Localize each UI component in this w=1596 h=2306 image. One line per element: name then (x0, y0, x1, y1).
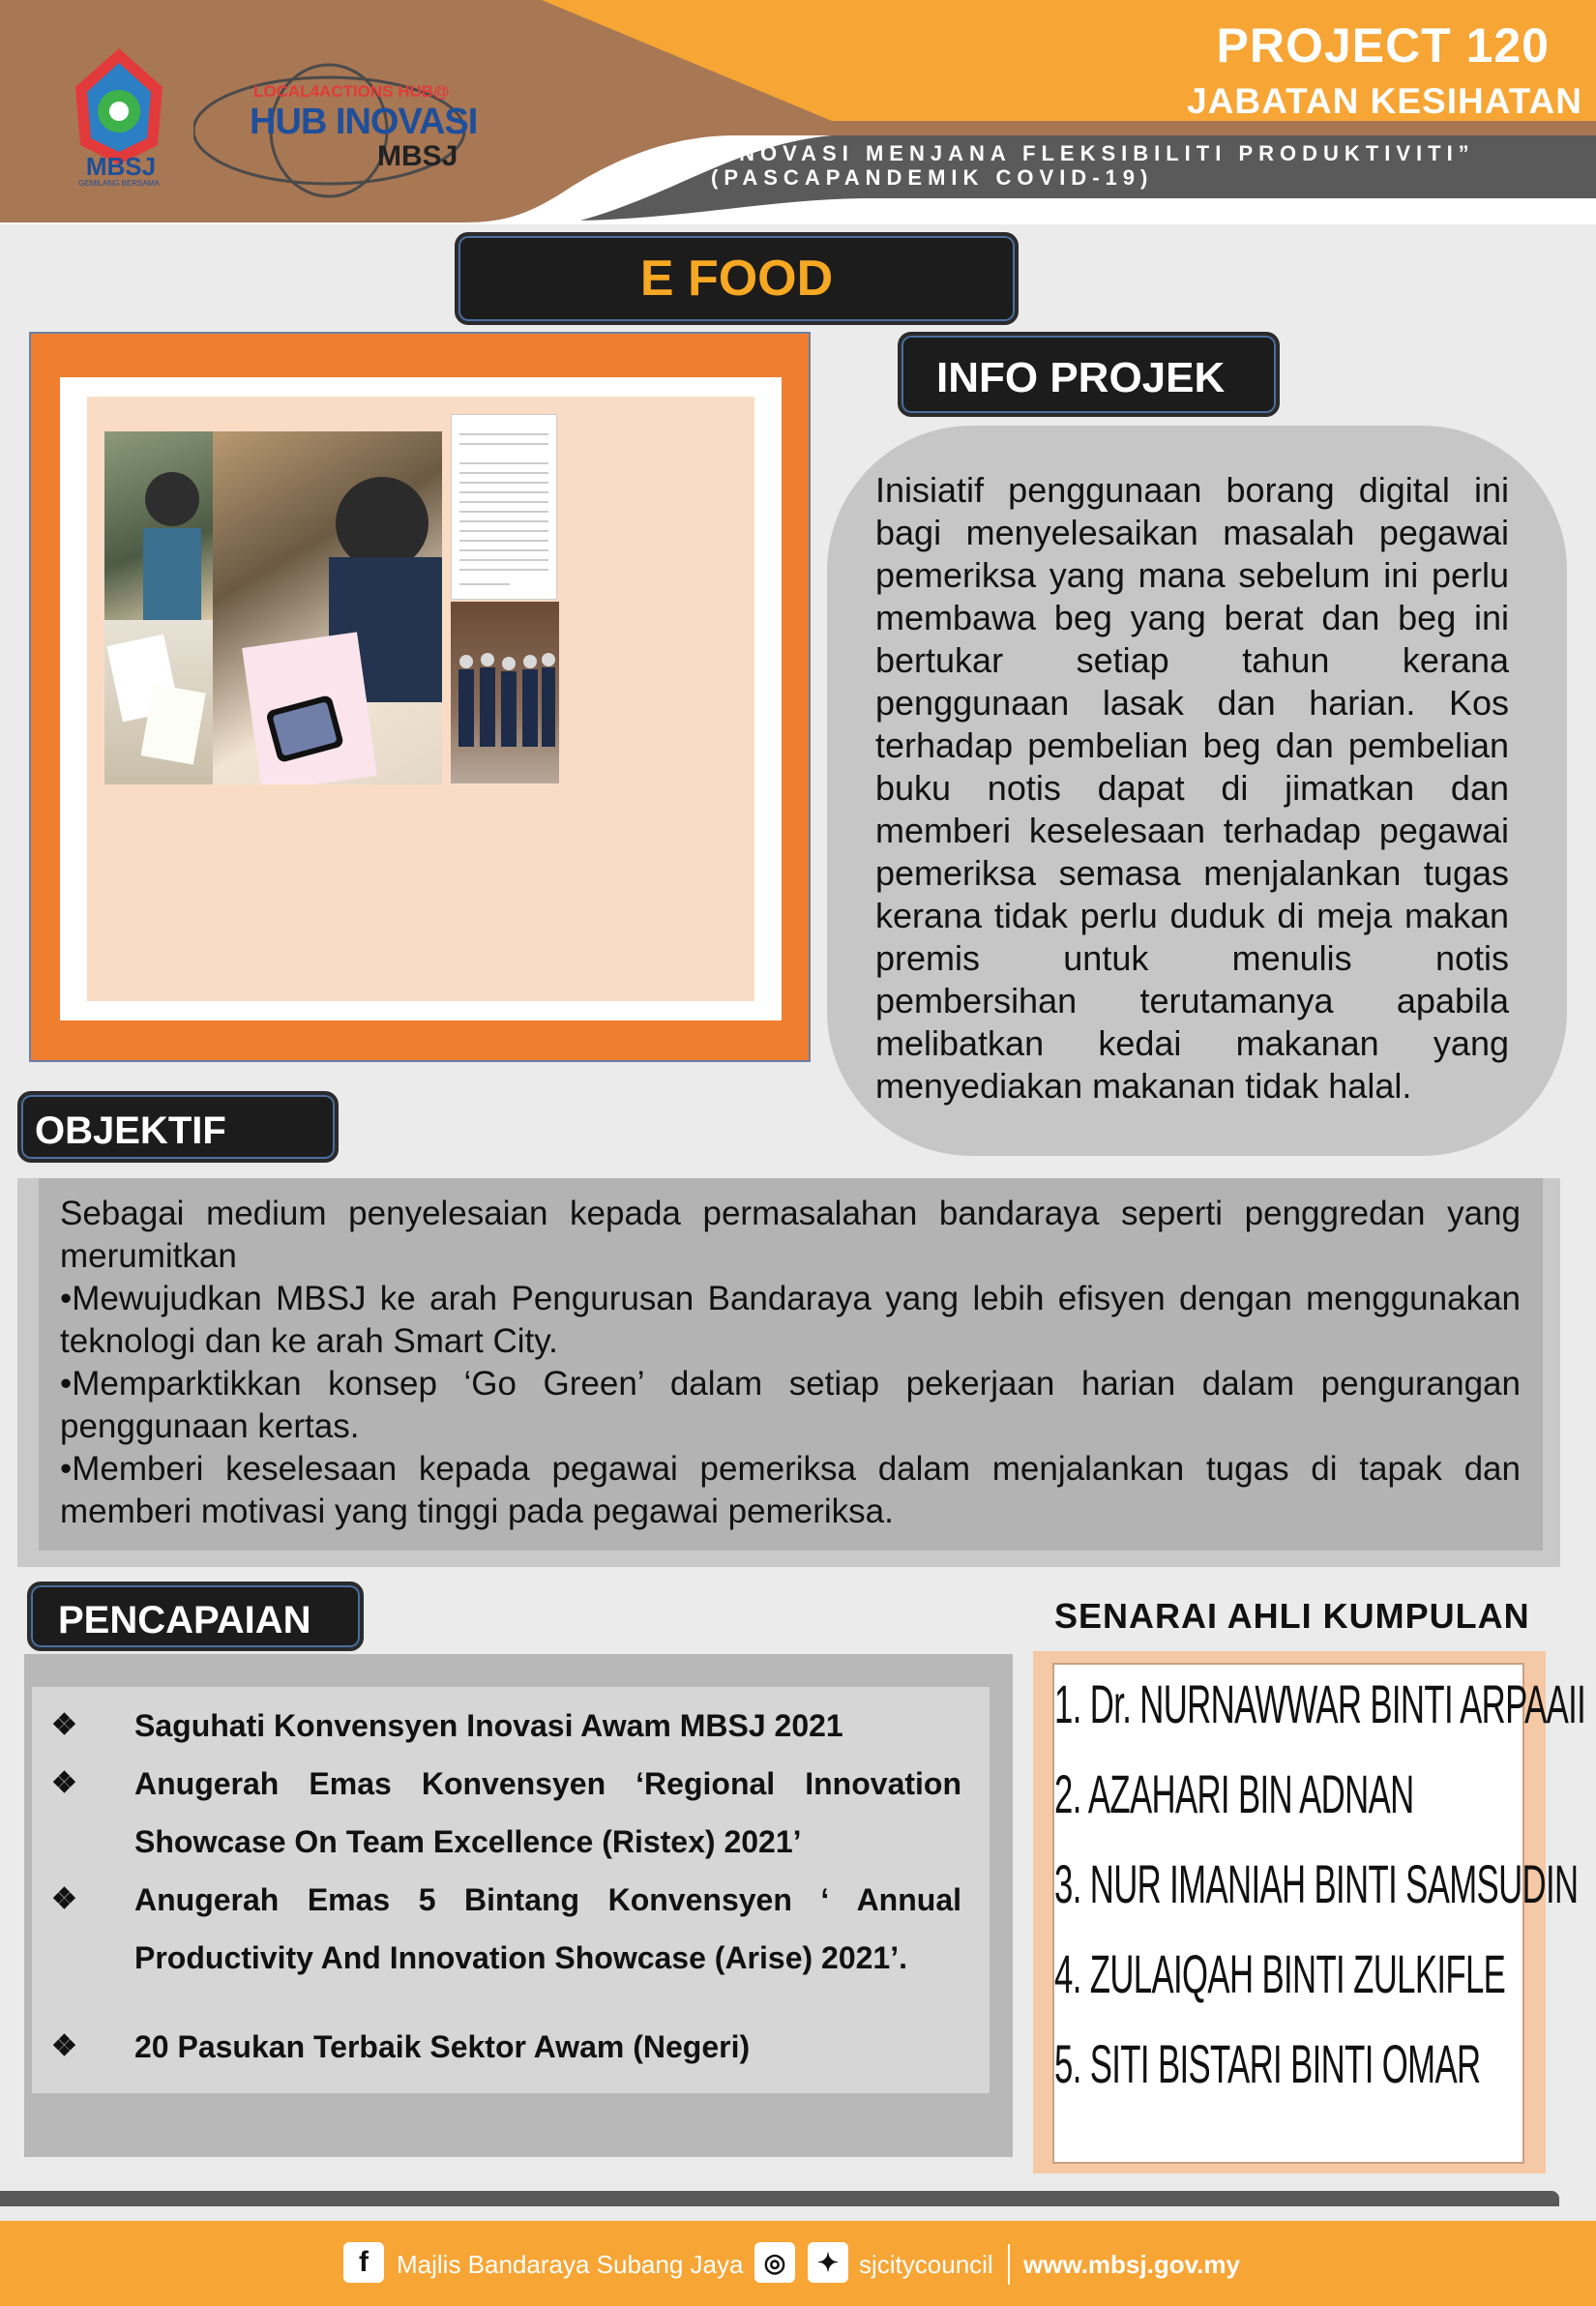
hub-main-text: HUB INOVASI (250, 102, 478, 142)
photo-inspector-shop (104, 431, 213, 620)
group-people-icon (451, 602, 559, 783)
facebook-icon[interactable]: f (343, 2242, 384, 2283)
hub-sub-text: MBSJ (377, 140, 458, 172)
hub-inovasi-logo (193, 63, 484, 198)
info-line: kerana tidak perlu duduk di meja makan (875, 896, 1509, 935)
photo-collage (87, 397, 754, 1001)
objektif-inner (39, 1178, 1543, 1551)
facebook-page[interactable]: Majlis Bandaraya Subang Jaya (397, 2250, 744, 2279)
objektif-item: •Memberi keselesaan kepada pegawai pemeriksa dalam menjalankan tugas di tapak dan memberi motivasi yang tinggi pada pegawai pemeriksa. (60, 1450, 1521, 1530)
bullet-icon: ❖ (51, 1883, 77, 1915)
info-line: penggunaan lasak dan harian. Kos (875, 683, 1509, 723)
achievement-text: Anugerah Emas Konvensyen ‘Regional Innovation Showcase On Team Excellence (Ristex) 2021’ (134, 1766, 961, 1859)
bullet-icon: ❖ (51, 1709, 77, 1741)
twitter-icon[interactable]: ✦ (808, 2242, 848, 2283)
photo-officer-tablet (213, 431, 442, 784)
mbsj-logo (66, 44, 172, 189)
bullet-icon: ❖ (51, 2030, 77, 2062)
slogan-line-1: “INOVASI MENJANA FLEKSIBILITI PRODUKTIVITI” (711, 141, 1475, 165)
photo-forms-table (104, 620, 213, 784)
info-line: pemeriksa yang mana sebelum ini perlu (875, 555, 1509, 595)
info-line: buku notis dapat di jimatkan dan (875, 768, 1509, 808)
slogan (711, 141, 1562, 190)
pencapaian-heading: PENCAPAIAN (27, 1582, 364, 1651)
pencapaian-inner (32, 1687, 990, 2093)
team-list (1052, 1663, 1586, 2164)
hub-top-text: LOCAL4ACTIONS HUB@ (253, 82, 450, 101)
bullet-icon: ❖ (51, 1767, 77, 1799)
photo-mat (60, 377, 782, 1020)
document-icon (104, 620, 213, 784)
team-member: 2. AZAHARI BIN ADNAN (1054, 1763, 1414, 1824)
website-link[interactable]: www.mbsj.gov.my (1023, 2250, 1240, 2279)
team-member: 5. SITI BISTARI BINTI OMAR (1054, 2033, 1481, 2094)
info-line: pemeriksa semasa menjalankan tugas (875, 853, 1509, 893)
info-line: pembersihan terutamanya apabila (875, 981, 1509, 1020)
info-heading: INFO PROJEK (898, 332, 1280, 417)
info-line: terhadap pembelian beg dan pembelian (875, 725, 1509, 765)
objektif-heading: OBJEKTIF (17, 1091, 339, 1163)
logo-text: MBSJ (85, 152, 157, 181)
objektif-item: •Mewujudkan MBSJ ke arah Pengurusan Bandaraya yang lebih efisyen dengan menggunakan teknologi dan ke arah Smart City. (60, 1280, 1521, 1360)
info-line: bertukar setiap tahun kerana (875, 640, 1509, 680)
form-lines-icon (452, 415, 556, 599)
person-icon (104, 431, 213, 620)
project-number: PROJECT 120 (1216, 18, 1550, 73)
slogan-line-2: (PASCAPANDEMIK COVID-19) (711, 165, 1154, 190)
footer-divider (0, 2191, 1559, 2206)
department: JABATAN KESIHATAN (1187, 81, 1582, 121)
info-line: menyediakan makanan tidak halal. (875, 1066, 1412, 1106)
team-frame (1033, 1651, 1586, 2173)
pencapaian-panel (24, 1654, 1013, 2157)
officer-with-tablet-icon (213, 431, 442, 784)
team-member: 1. Dr. NURNAWWAR BINTI ARPAAII (1054, 1673, 1586, 1734)
achievement-text: Anugerah Emas 5 Bintang Konvensyen ‘ Annual Productivity And Innovation Showcase (Arise) 2021’. (134, 1882, 961, 1975)
photo-team-group (451, 602, 559, 783)
instagram-icon[interactable]: ◎ (754, 2242, 795, 2283)
info-text (875, 469, 1509, 1108)
team-member: 3. NUR IMANIAH BINTI SAMSUDIN (1054, 1853, 1579, 1914)
objektif-item: •Memparktikkan konsep ‘Go Green’ dalam setiap pekerjaan harian dalam pengurangan penggunaan kertas. (60, 1365, 1521, 1445)
objektif-text (60, 1193, 1521, 1533)
logo-motto: GEMILANG BERSAMA (78, 179, 160, 188)
achievement-text: 20 Pasukan Terbaik Sektor Awam (Negeri) (134, 2029, 751, 2064)
achievement-text: Saguhati Konvensyen Inovasi Awam MBSJ 2021 (134, 1708, 843, 1743)
photo-digital-form (451, 414, 557, 600)
info-line: melibatkan kedai makanan yang (875, 1023, 1509, 1063)
info-line: Inisiatif penggunaan borang digital ini (875, 470, 1509, 510)
info-line: membawa beg yang berat dan beg ini (875, 598, 1509, 637)
info-line: bagi menyelesaikan masalah pegawai (875, 513, 1509, 552)
team-member: 4. ZULAIQAH BINTI ZULKIFLE (1054, 1943, 1506, 2004)
footer (0, 2221, 1596, 2306)
footer-separator (1008, 2244, 1010, 2285)
social-handle[interactable]: sjcitycouncil (859, 2250, 993, 2279)
photo-frame (29, 332, 811, 1062)
header (0, 0, 1596, 224)
info-panel (827, 426, 1567, 1156)
team-heading: SENARAI AHLI KUMPULAN (1054, 1596, 1530, 1636)
page-title: E FOOD (455, 232, 1019, 325)
objektif-item: Sebagai medium penyelesaian kepada permasalahan bandaraya seperti penggredan yang merumitkan (60, 1195, 1521, 1275)
info-line: memberi keselesaan terhadap pegawai (875, 811, 1509, 850)
info-line: premis untuk menulis notis (875, 938, 1509, 978)
objektif-panel (17, 1178, 1560, 1567)
